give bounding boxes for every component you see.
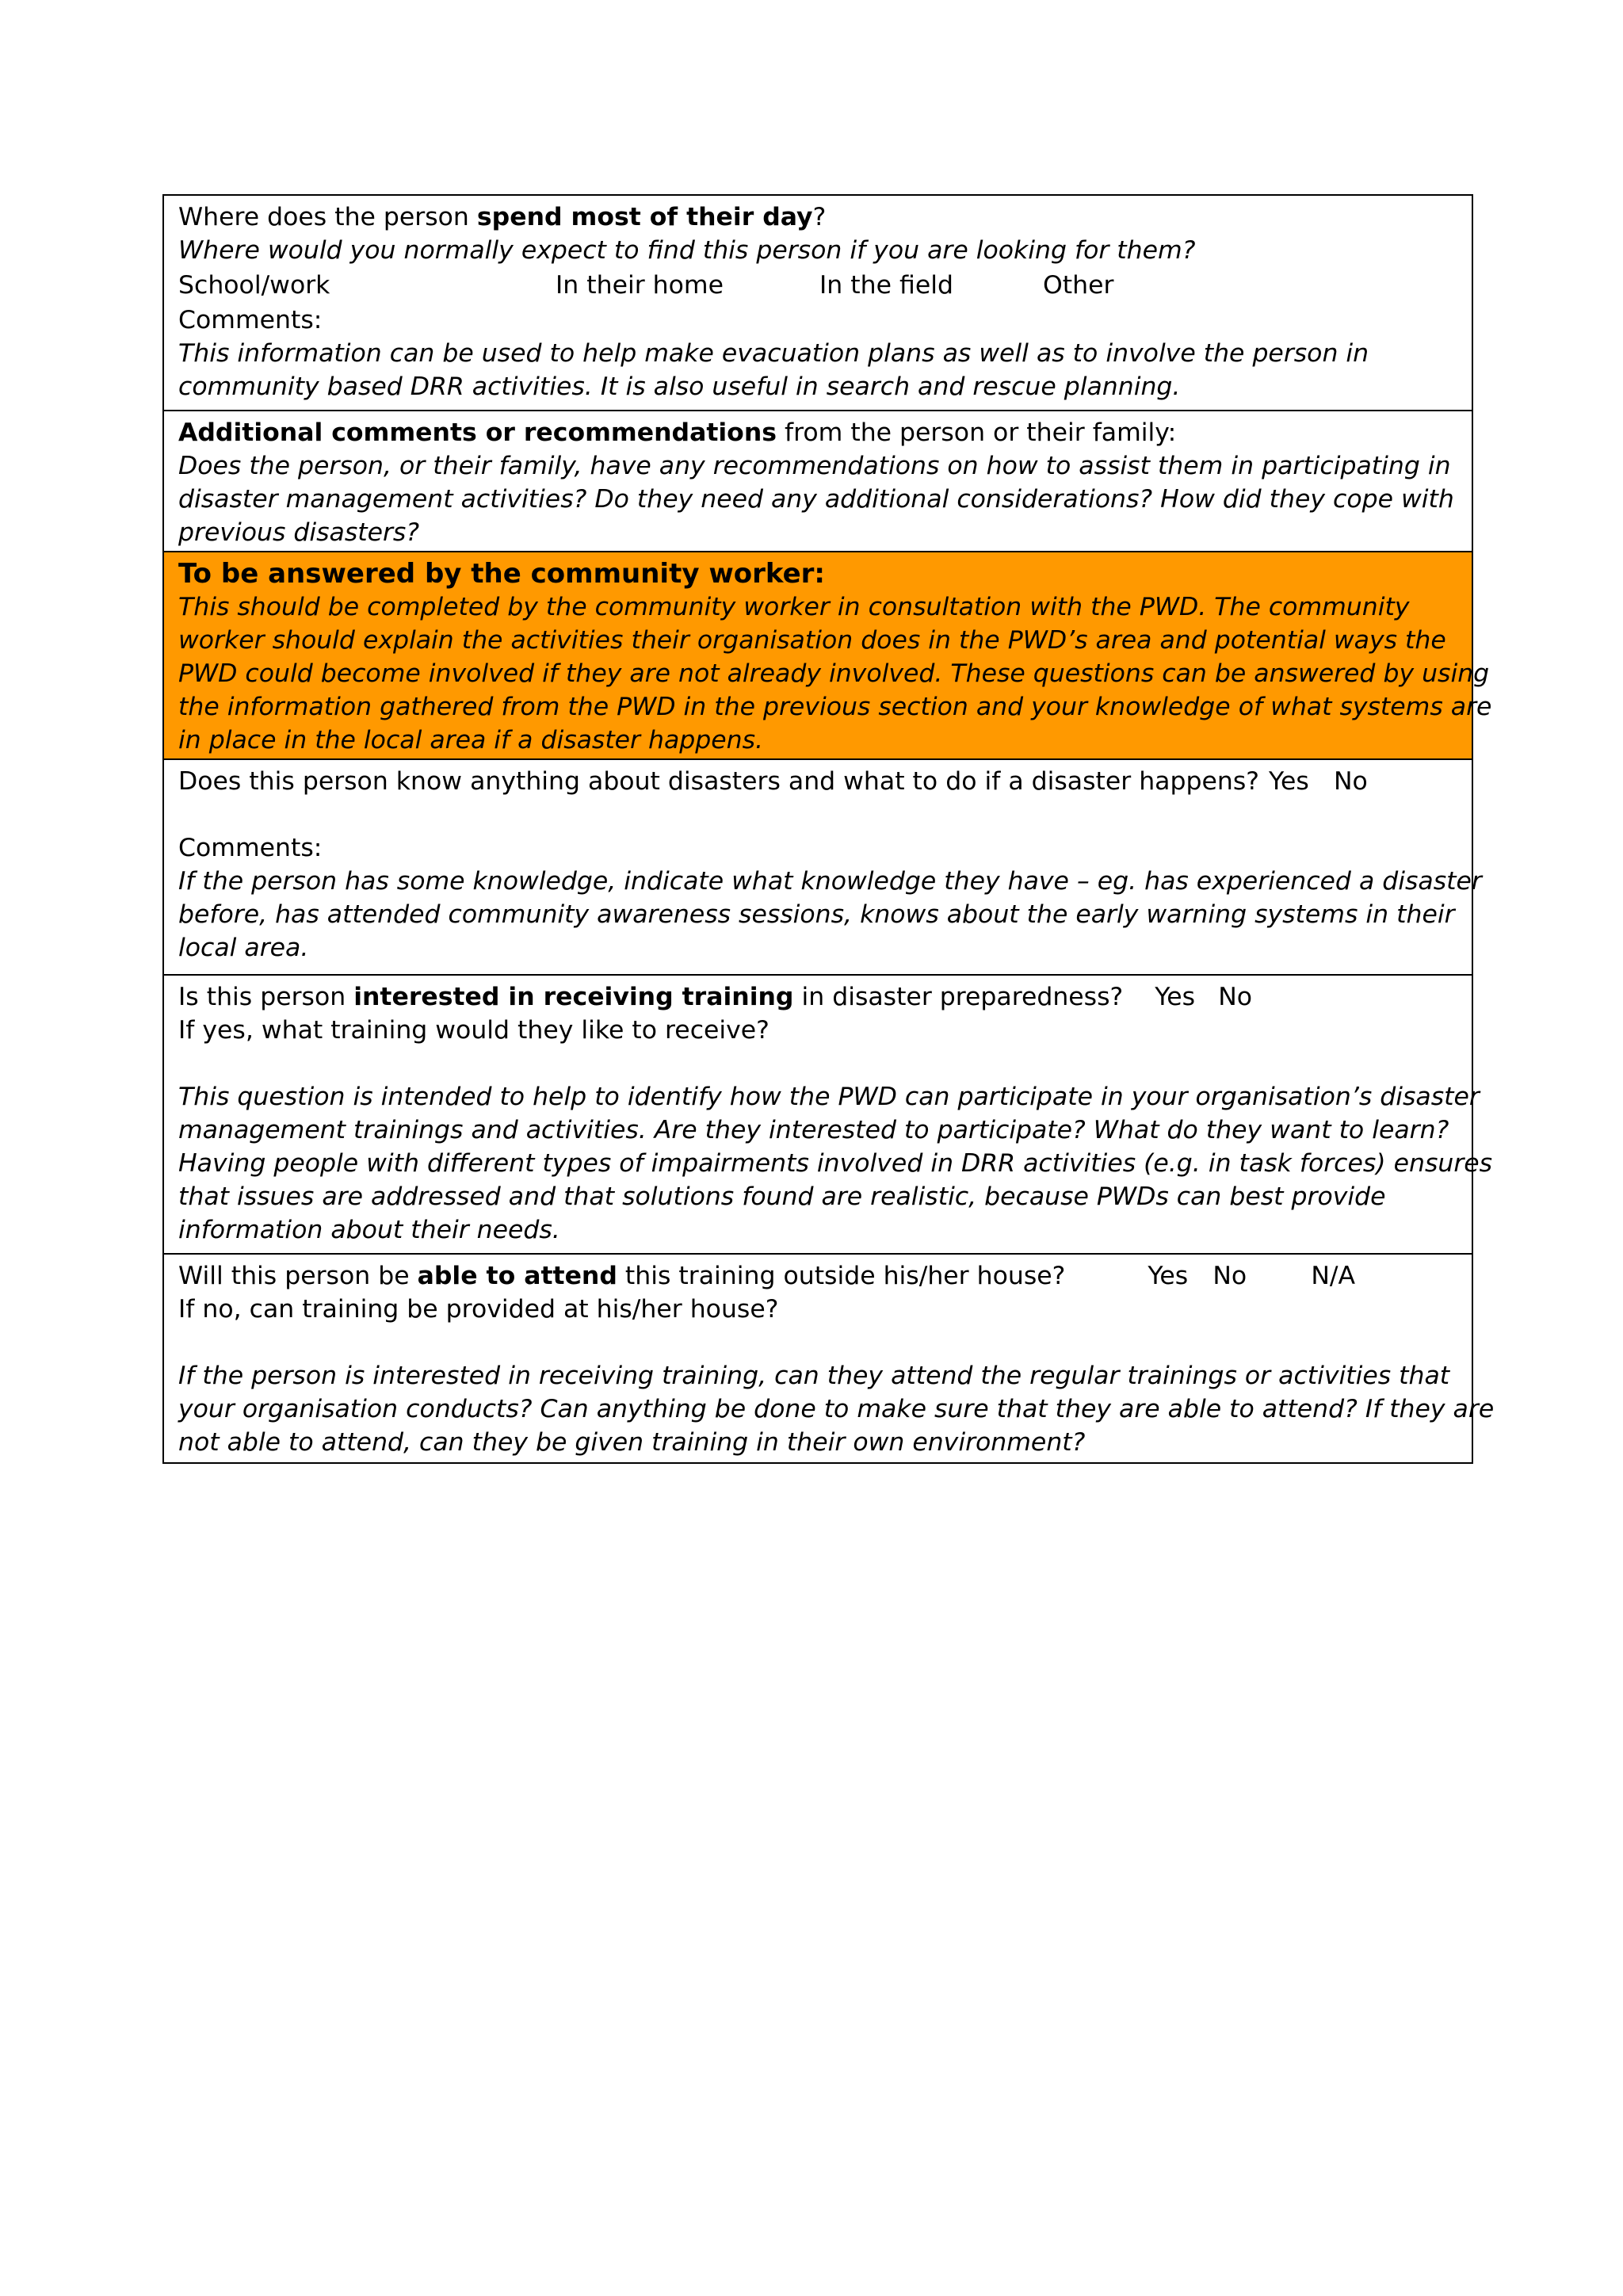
day-location-prompt: Where would you normally expect to find this person if you are looking for them? <box>178 236 1196 265</box>
question-emphasis: spend most of their day <box>476 203 813 231</box>
guidance-note: the information gathered from the PWD in the previous section and your knowledge of what systems are <box>178 693 1492 721</box>
guidance-note: your organisation conducts? Can anything be done to make sure that they are able to attend? If they are <box>178 1395 1495 1423</box>
guidance-note: local area. <box>178 934 309 962</box>
guidance-note: worker should explain the activities their organisation does in the PWD’s area and potential ways the <box>178 626 1446 655</box>
option-in-the-field[interactable]: In the field <box>819 271 953 300</box>
spacer <box>178 1326 1457 1359</box>
follow-up-question: If no, can training be provided at his/her house? <box>178 1295 779 1324</box>
guidance-note: management trainings and activities. Are they interested to participate? What do they want to learn? <box>178 1116 1449 1144</box>
question-emphasis: interested in receiving training <box>353 983 794 1011</box>
follow-up-question: If yes, what training would they like to receive? <box>178 1016 769 1045</box>
guidance-note: that issues are addressed and that solutions found are realistic, because PWDs can best provide <box>178 1182 1386 1211</box>
no-option[interactable]: No <box>1333 767 1368 796</box>
table-row <box>163 975 1472 1254</box>
option-other[interactable]: Other <box>1043 271 1114 300</box>
attendance-question: Will this person be able to attend this training outside his/her house? Yes No N/A <box>178 1259 1457 1293</box>
spacer <box>178 1047 1457 1080</box>
yes-option[interactable]: Yes <box>1148 1262 1189 1290</box>
table-row <box>163 552 1472 759</box>
disaster-knowledge-cell <box>163 759 1482 975</box>
na-option[interactable]: N/A <box>1311 1262 1356 1290</box>
guidance-note: This should be completed by the community worker in consultation with the PWD. The community <box>178 593 1410 621</box>
no-option[interactable]: No <box>1218 983 1253 1011</box>
option-in-their-home[interactable]: In their home <box>556 271 724 300</box>
training-interest-cell <box>163 975 1493 1254</box>
guidance-note: Having people with different types of impairments involved in DRR activities (e.g. in task forces) ensures <box>178 1149 1493 1178</box>
guidance-note: in place in the local area if a disaster happens. <box>178 726 764 755</box>
attendance-cell <box>163 1254 1495 1463</box>
yes-option[interactable]: Yes <box>1268 767 1309 796</box>
table-row <box>163 1254 1472 1463</box>
guidance-note: community based DRR activities. It is also useful in search and rescue planning. <box>178 372 1181 401</box>
day-location-cell <box>163 195 1472 411</box>
guidance-note: PWD could become involved if they are not already involved. These questions can be answered by using <box>178 659 1490 688</box>
day-location-options <box>178 267 1457 304</box>
guidance-note: If the person is interested in receiving training, can they attend the regular trainings or activities that <box>178 1362 1450 1390</box>
guidance-note: This information can be used to help make evacuation plans as well as to involve the person in <box>178 339 1369 368</box>
comments-label: Comments: <box>178 834 323 862</box>
disaster-knowledge-question: Does this person know anything about disasters and what to do if a disaster happens? Yes No <box>178 765 1457 798</box>
section-heading: To be answered by the community worker: <box>178 558 825 590</box>
guidance-note: This question is intended to help to identify how the PWD can participate in your organisation’s disaster <box>178 1083 1480 1111</box>
no-option[interactable]: No <box>1212 1262 1247 1290</box>
question-emphasis: able to attend <box>417 1262 617 1290</box>
additional-comments-cell <box>163 411 1472 552</box>
day-location-question: Where does the person spend most of their day? <box>178 203 827 231</box>
assessment-form-table <box>162 194 1495 1464</box>
guidance-note: before, has attended community awareness sessions, knows about the early warning systems in their <box>178 900 1455 929</box>
guidance-note: information about their needs. <box>178 1216 560 1244</box>
table-row <box>163 195 1472 411</box>
option-school-work[interactable]: School/work <box>178 271 330 300</box>
guidance-note: previous disasters? <box>178 518 420 547</box>
yes-option[interactable]: Yes <box>1155 983 1196 1011</box>
guidance-note: Does the person, or their family, have any recommendations on how to assist them in participating in <box>178 452 1451 480</box>
guidance-note: disaster management activities? Do they need any additional considerations? How did they cope with <box>178 485 1454 514</box>
training-interest-question: Is this person interested in receiving training in disaster preparedness? Yes No <box>178 980 1457 1014</box>
guidance-note: If the person has some knowledge, indicate what knowledge they have – eg. has experienced a disaster <box>178 867 1482 896</box>
table-row <box>163 411 1472 552</box>
spacer <box>178 798 1457 831</box>
additional-comments-question: Additional comments or recommendations from the person or their family: <box>178 418 1177 447</box>
question-emphasis: Additional comments or recommendations <box>178 418 777 447</box>
comments-label: Comments: <box>178 306 323 334</box>
guidance-note: not able to attend, can they be given training in their own environment? <box>178 1428 1086 1457</box>
community-worker-section-cell <box>163 552 1492 759</box>
table-row <box>163 759 1472 975</box>
